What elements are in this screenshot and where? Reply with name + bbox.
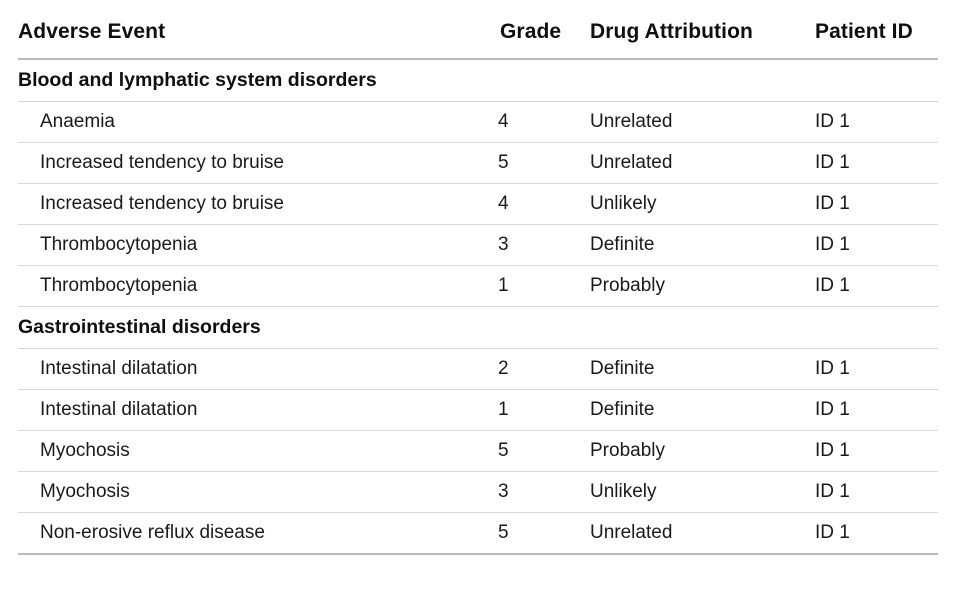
table-group-row: [18, 307, 938, 349]
table-row: [18, 349, 938, 390]
cell-drug-attribution: Probably: [590, 431, 815, 472]
table-row: [18, 143, 938, 184]
table-row: [18, 390, 938, 431]
cell-adverse-event: Myochosis: [18, 472, 498, 513]
cell-patient-id: ID 1: [815, 266, 938, 307]
cell-drug-attribution: Definite: [590, 225, 815, 266]
cell-drug-attribution: Probably: [590, 266, 815, 307]
cell-patient-id: ID 1: [815, 431, 938, 472]
table-header-row: [18, 16, 938, 59]
column-header-drug-attribution: Drug Attribution: [590, 20, 753, 43]
cell-drug-attribution: Unlikely: [590, 184, 815, 225]
table-row: [18, 102, 938, 143]
cell-adverse-event: Non-erosive reflux disease: [18, 513, 498, 555]
column-header-grade: Grade: [500, 20, 562, 43]
cell-patient-id: ID 1: [815, 349, 938, 390]
cell-patient-id: ID 1: [815, 184, 938, 225]
cell-grade: 4: [498, 102, 590, 143]
cell-drug-attribution: Unrelated: [590, 143, 815, 184]
column-header-patient-id: Patient ID: [815, 20, 913, 43]
cell-drug-attribution: Unrelated: [590, 513, 815, 555]
cell-adverse-event: Increased tendency to bruise: [18, 184, 498, 225]
table-row: [18, 513, 938, 555]
cell-patient-id: ID 1: [815, 513, 938, 555]
table-row: [18, 431, 938, 472]
cell-adverse-event: Increased tendency to bruise: [18, 143, 498, 184]
cell-drug-attribution: Unrelated: [590, 102, 815, 143]
cell-patient-id: ID 1: [815, 102, 938, 143]
cell-drug-attribution: Unlikely: [590, 472, 815, 513]
cell-patient-id: ID 1: [815, 472, 938, 513]
cell-adverse-event: Intestinal dilatation: [18, 390, 498, 431]
cell-grade: 1: [498, 266, 590, 307]
cell-drug-attribution: Definite: [590, 390, 815, 431]
table-body: [18, 59, 938, 554]
cell-adverse-event: Thrombocytopenia: [18, 266, 498, 307]
table-header: [18, 16, 938, 59]
cell-drug-attribution: Definite: [590, 349, 815, 390]
cell-grade: 3: [498, 472, 590, 513]
cell-adverse-event: Anaemia: [18, 102, 498, 143]
cell-patient-id: ID 1: [815, 390, 938, 431]
cell-grade: 2: [498, 349, 590, 390]
cell-patient-id: ID 1: [815, 225, 938, 266]
cell-grade: 4: [498, 184, 590, 225]
group-label: Gastrointestinal disorders: [18, 307, 938, 349]
cell-adverse-event: Thrombocytopenia: [18, 225, 498, 266]
table-row: [18, 225, 938, 266]
cell-grade: 5: [498, 143, 590, 184]
table-row: [18, 266, 938, 307]
cell-grade: 5: [498, 431, 590, 472]
cell-adverse-event: Intestinal dilatation: [18, 349, 498, 390]
cell-grade: 5: [498, 513, 590, 555]
adverse-events-table: [18, 16, 938, 555]
table-group-row: [18, 59, 938, 102]
cell-grade: 3: [498, 225, 590, 266]
cell-patient-id: ID 1: [815, 143, 938, 184]
cell-adverse-event: Myochosis: [18, 431, 498, 472]
cell-grade: 1: [498, 390, 590, 431]
column-header-adverse-event: Adverse Event: [18, 20, 166, 43]
group-label: Blood and lymphatic system disorders: [18, 59, 938, 102]
table-row: [18, 472, 938, 513]
table-row: [18, 184, 938, 225]
